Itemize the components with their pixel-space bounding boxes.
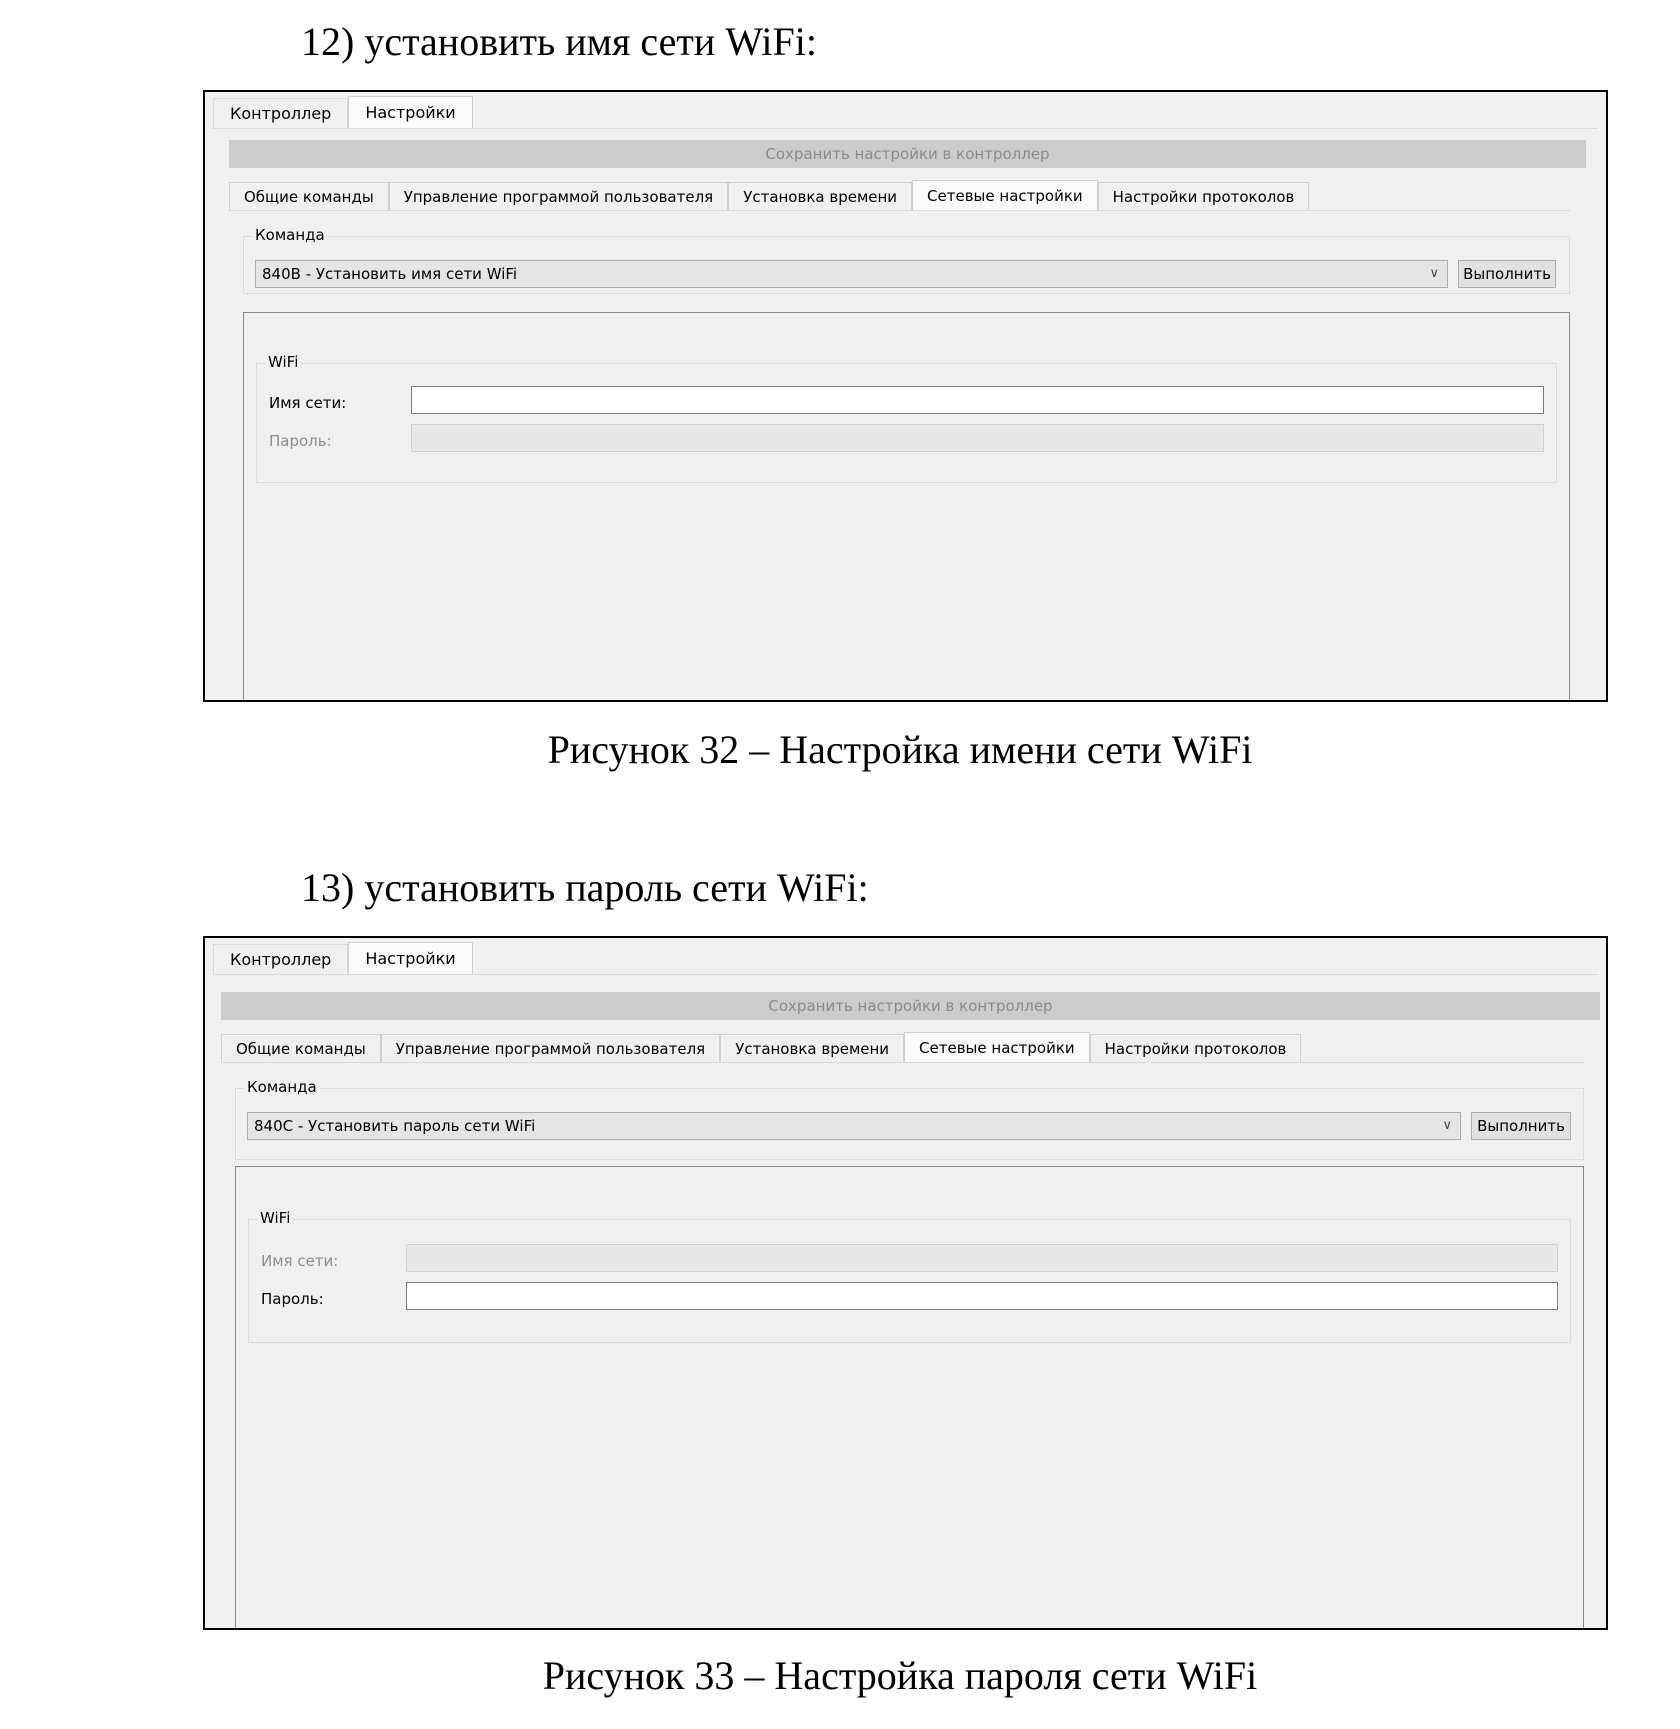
password-label: Пароль: — [261, 1290, 324, 1308]
tab-settings[interactable]: Настройки — [348, 96, 472, 129]
parameters-panel — [243, 312, 1570, 702]
tab-network-settings[interactable]: Сетевые настройки — [912, 180, 1098, 211]
tab-general-commands[interactable]: Общие команды — [221, 1034, 381, 1063]
save-to-controller-button[interactable]: Сохранить настройки в контроллер — [221, 992, 1600, 1020]
step-heading: 12) установить имя сети WiFi: — [301, 19, 817, 64]
wifi-group-label: WiFi — [257, 1208, 293, 1228]
tab-user-program[interactable]: Управление программой пользователя — [381, 1034, 720, 1063]
tab-controller[interactable]: Контроллер — [213, 98, 348, 129]
tab-protocol-settings[interactable]: Настройки протоколов — [1090, 1034, 1302, 1063]
wifi-group — [248, 1209, 1571, 1343]
password-label: Пароль: — [269, 432, 332, 450]
network-name-label: Имя сети: — [261, 1252, 339, 1270]
chevron-down-icon[interactable]: ∨ — [1429, 266, 1439, 281]
tab-pane-border — [213, 128, 1598, 129]
password-input[interactable] — [406, 1282, 1558, 1310]
tab-protocol-settings[interactable]: Настройки протоколов — [1098, 182, 1310, 211]
settings-window — [203, 90, 1608, 702]
figure-caption: Рисунок 32 – Настройка имени сети WiFi — [547, 727, 1253, 772]
wifi-group — [256, 353, 1557, 483]
command-select[interactable] — [255, 260, 1448, 288]
command-group-label: Команда — [244, 1077, 320, 1097]
network-name-label: Имя сети: — [269, 394, 347, 412]
command-select-value: 840C - Установить пароль сети WiFi — [254, 1117, 536, 1135]
tab-settings[interactable]: Настройки — [348, 942, 472, 975]
tab-pane-border — [213, 974, 1598, 975]
settings-window — [203, 936, 1608, 1630]
tab-user-program[interactable]: Управление программой пользователя — [389, 182, 728, 211]
step-heading: 13) установить пароль сети WiFi: — [301, 865, 869, 910]
tab-time-setting[interactable]: Установка времени — [720, 1034, 904, 1063]
execute-button[interactable]: Выполнить — [1471, 1112, 1571, 1140]
command-select[interactable] — [247, 1112, 1461, 1140]
command-select-value: 840B - Установить имя сети WiFi — [262, 265, 518, 283]
main-tabs — [213, 942, 473, 974]
main-tabs — [213, 96, 473, 128]
tab-controller[interactable]: Контроллер — [213, 944, 348, 975]
parameters-panel — [235, 1166, 1584, 1630]
save-to-controller-button[interactable]: Сохранить настройки в контроллер — [229, 140, 1586, 168]
figure-caption: Рисунок 33 – Настройка пароля сети WiFi — [542, 1653, 1258, 1698]
network-name-input[interactable] — [411, 386, 1544, 414]
subtab-pane-border — [229, 210, 1570, 211]
wifi-group-label: WiFi — [265, 352, 301, 372]
network-name-input[interactable] — [406, 1244, 1558, 1272]
sub-tabs — [229, 180, 1309, 210]
tab-network-settings[interactable]: Сетевые настройки — [904, 1032, 1090, 1063]
chevron-down-icon[interactable]: ∨ — [1442, 1118, 1452, 1133]
tab-general-commands[interactable]: Общие команды — [229, 182, 389, 211]
sub-tabs — [221, 1032, 1301, 1062]
subtab-pane-border — [221, 1062, 1584, 1063]
tab-time-setting[interactable]: Установка времени — [728, 182, 912, 211]
execute-button[interactable]: Выполнить — [1458, 260, 1556, 288]
password-input[interactable] — [411, 424, 1544, 452]
command-group-label: Команда — [252, 225, 328, 245]
